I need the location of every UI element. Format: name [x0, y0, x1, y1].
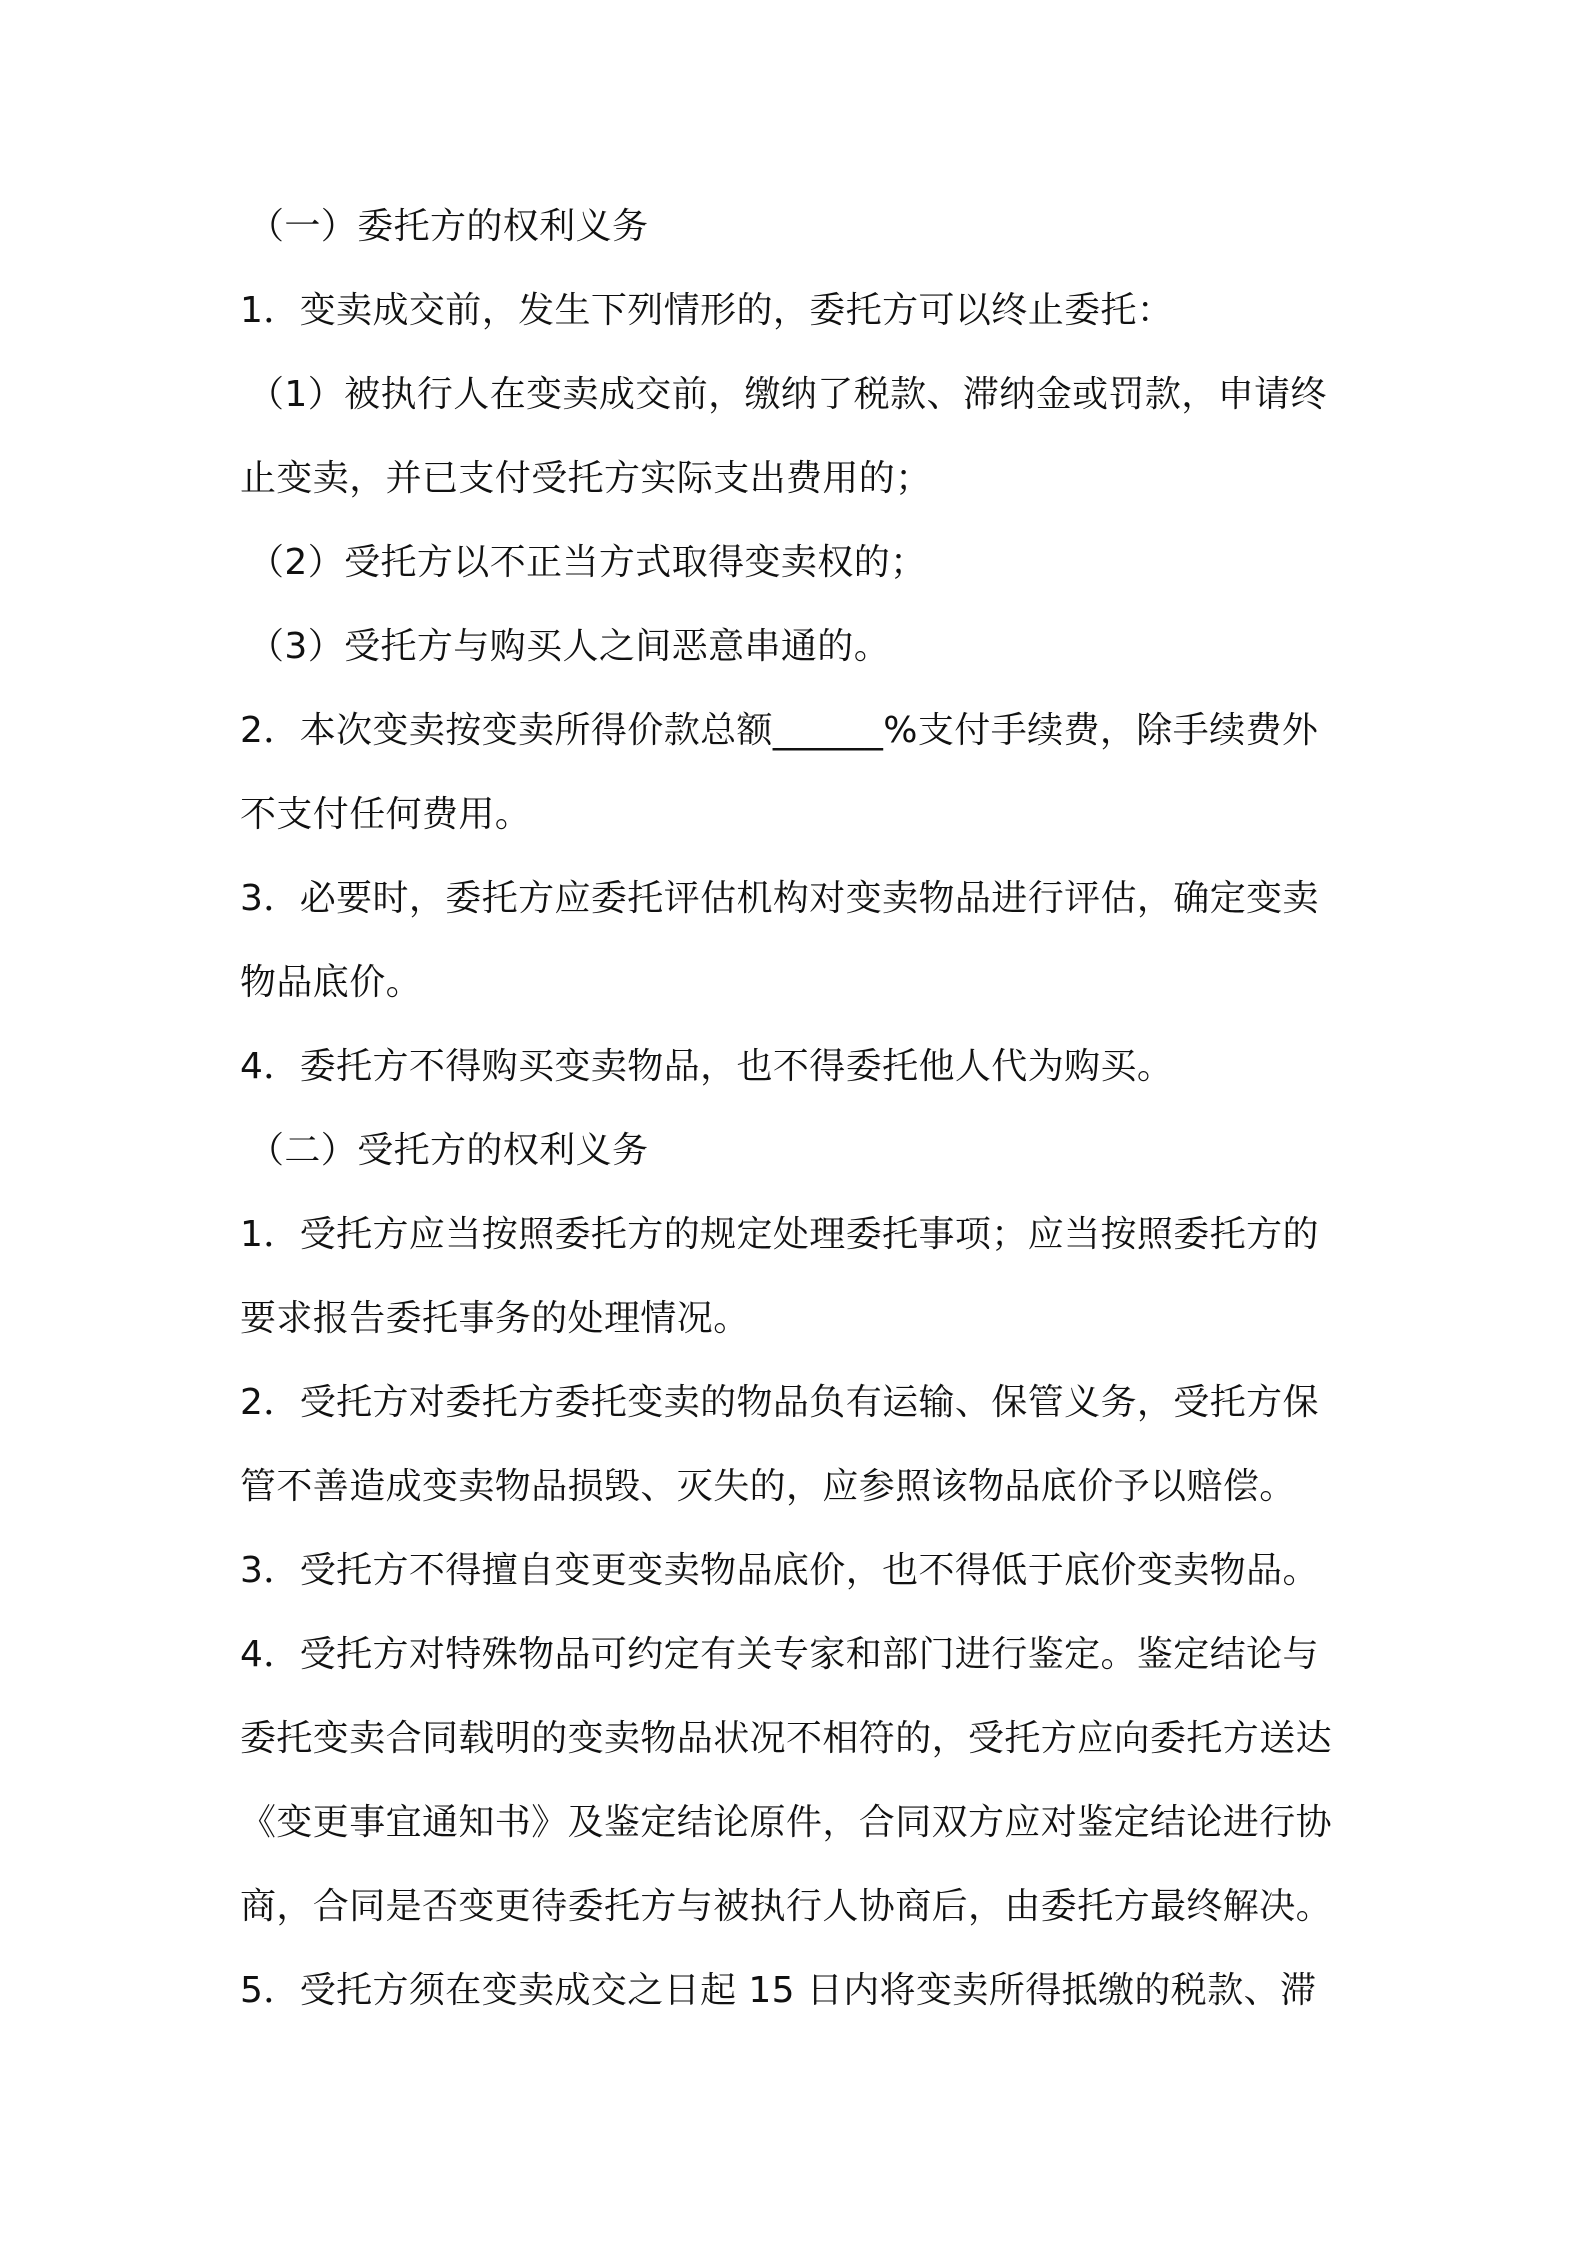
paragraph-line: 2．受托方对委托方委托变卖的物品负有运输、保管义务，受托方保: [240, 1382, 1319, 1423]
paragraph-line: 4．受托方对特殊物品可约定有关专家和部门进行鉴定。鉴定结论与: [240, 1634, 1319, 1675]
paragraph-line: （3）受托方与购买人之间恶意串通的。: [248, 626, 891, 667]
paragraph-line: 1．变卖成交前，发生下列情形的，委托方可以终止委托：: [240, 290, 1174, 331]
paragraph-line: 1．受托方应当按照委托方的规定处理委托事项；应当按照委托方的: [240, 1214, 1319, 1255]
paragraph-line: 《变更事宜通知书》及鉴定结论原件，合同双方应对鉴定结论进行协: [240, 1802, 1333, 1843]
paragraph-line: 不支付任何费用。: [240, 794, 532, 835]
section-heading-1: （一）委托方的权利义务: [248, 206, 649, 247]
paragraph-line: 商，合同是否变更待委托方与被执行人协商后，由委托方最终解决。: [240, 1886, 1333, 1927]
paragraph-line: 5．受托方须在变卖成交之日起 15 日内将变卖所得抵缴的税款、滞: [240, 1970, 1317, 2011]
paragraph-line: 委托变卖合同载明的变卖物品状况不相符的，受托方应向委托方送达: [240, 1718, 1333, 1759]
paragraph-line: 2．本次变卖按变卖所得价款总额______%支付手续费，除手续费外: [240, 710, 1319, 751]
paragraph-line: 管不善造成变卖物品损毁、灭失的，应参照该物品底价予以赔偿。: [240, 1466, 1296, 1507]
paragraph-line: 物品底价。: [240, 962, 423, 1003]
paragraph-line: 4．委托方不得购买变卖物品，也不得委托他人代为购买。: [240, 1046, 1174, 1087]
paragraph-line: 3．必要时，委托方应委托评估机构对变卖物品进行评估，确定变卖: [240, 878, 1319, 919]
paragraph-line: 要求报告委托事务的处理情况。: [240, 1298, 750, 1339]
paragraph-line: 止变卖，并已支付受托方实际支出费用的；: [240, 458, 932, 499]
paragraph-line: （1）被执行人在变卖成交前，缴纳了税款、滞纳金或罚款，申请终: [248, 374, 1327, 415]
section-heading-2: （二）受托方的权利义务: [248, 1130, 649, 1171]
paragraph-line: 3．受托方不得擅自变更变卖物品底价，也不得低于底价变卖物品。: [240, 1550, 1319, 1591]
paragraph-line: （2）受托方以不正当方式取得变卖权的；: [248, 542, 927, 583]
